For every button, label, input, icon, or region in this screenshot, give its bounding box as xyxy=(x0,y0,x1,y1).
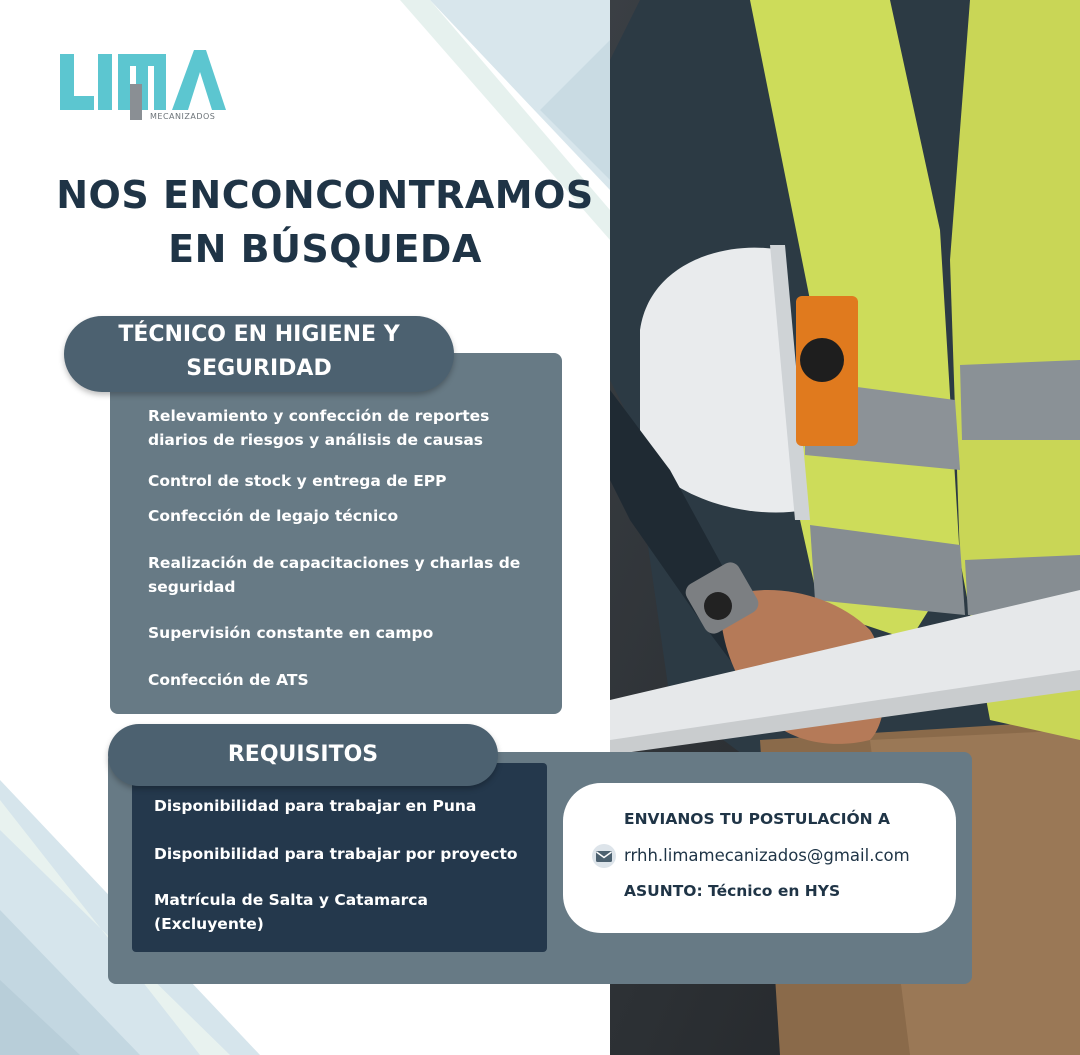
duty-text-line: Control de stock y entrega de EPP xyxy=(148,472,447,490)
contact-email-link[interactable]: rrhh.limamecanizados@gmail.com xyxy=(624,846,910,865)
requirement-item: Matrícula de Salta y Catamarca (Excluyente) xyxy=(154,891,428,933)
contact-heading: ENVIANOS TU POSTULACIÓN A xyxy=(624,810,890,828)
job-title xyxy=(64,318,454,386)
duty-text-line: Supervisión constante en campo xyxy=(148,624,434,642)
duty-item xyxy=(148,504,548,528)
duty-text-line: Realización de capacitaciones y charlas de xyxy=(148,554,521,572)
headline-line-1: NOS ENCONCONTRAMOS xyxy=(56,173,594,217)
duty-item xyxy=(148,404,548,452)
requirements-title: REQUISITOS xyxy=(227,742,379,767)
duty-item xyxy=(148,621,548,645)
headline xyxy=(40,168,610,276)
logo-subtitle: MECANIZADOS xyxy=(150,112,216,121)
duty-text-line: seguridad xyxy=(148,578,236,596)
duty-text-line: Relevamiento y confección de reportes xyxy=(148,407,490,425)
mail-icon-glyph xyxy=(592,844,616,868)
duty-text-line: Confección de legajo técnico xyxy=(148,507,399,525)
duty-item xyxy=(148,668,548,692)
lima-logo xyxy=(58,44,238,126)
headline-line-2: EN BÚSQUEDA xyxy=(168,227,482,271)
requirement-item: Disponibilidad para trabajar por proyecto xyxy=(154,845,518,863)
duty-text-line: Confección de ATS xyxy=(148,671,309,689)
contact-subject: ASUNTO: Técnico en HYS xyxy=(624,882,841,900)
job-title-line-2: SEGURIDAD xyxy=(186,356,332,381)
duty-text-line: diarios de riesgos y análisis de causas xyxy=(148,431,483,449)
mail-icon xyxy=(592,844,616,868)
requirement-item: Disponibilidad para trabajar en Puna xyxy=(154,797,477,815)
duty-item xyxy=(148,551,548,599)
job-title-line-1: TÉCNICO EN HIGIENE Y xyxy=(118,322,400,347)
duty-item xyxy=(148,469,548,493)
